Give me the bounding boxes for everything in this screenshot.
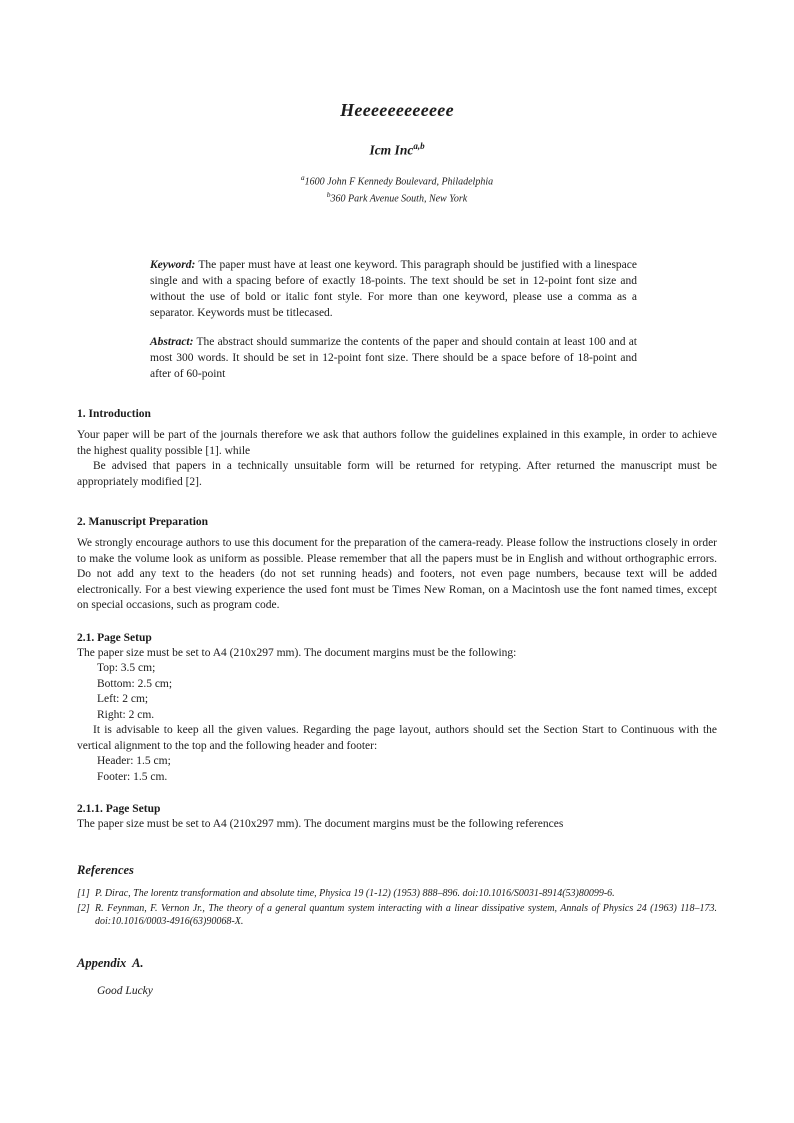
margin-line-bottom: Bottom: 2.5 cm; (97, 677, 173, 690)
abstract-text: The abstract should summarize the contents of the paper and should contain at least 100 and at most 300 words. It should be set in 12-point font size. There should be a space before of 18-point and after of 60-point (150, 336, 637, 381)
margin-line-top: Top: 3.5 cm; (97, 662, 156, 675)
author-name: Icm Inc (369, 142, 414, 158)
affiliation-mark-a: a (300, 172, 305, 182)
section-heading-introduction: 1. Introduction (77, 408, 151, 421)
header-footer-list (77, 754, 717, 785)
keyword-label: Keyword: (150, 259, 196, 272)
reference-item-2 (77, 903, 717, 928)
reference-item-1 (77, 888, 717, 901)
affiliation-line-2 (77, 188, 717, 205)
author-line (77, 141, 717, 159)
page-setup-paragraph-2: It is advisable to keep all the given values. Regarding the page layout, authors should set the Section Start to Continuous with the vertical alignment to the top and the following header and footer: (77, 724, 717, 752)
reference-label-2: [2] (77, 903, 90, 915)
subsection-heading-page-setup: 2.1. Page Setup (77, 631, 152, 644)
header-line: Header: 1.5 cm; (97, 755, 171, 768)
affiliation-line-1 (77, 171, 717, 188)
affiliation-text-2: 360 Park Avenue South, New York (330, 193, 468, 205)
page-setup-sub-paragraph-1: The paper size must be set to A4 (210x297 mm). The document margins must be the following references (77, 818, 564, 831)
subsubsection-heading-page-setup: 2.1.1. Page Setup (77, 803, 161, 816)
abstract-paragraph (150, 334, 637, 382)
references-heading: References (77, 862, 134, 877)
references-list (77, 888, 717, 929)
abstract-label: Abstract: (150, 336, 194, 349)
affiliation-text-1: 1600 John F Kennedy Boulevard, Philadelphia (304, 175, 494, 187)
affiliations-block (77, 171, 717, 206)
reference-label-1: [1] (77, 887, 90, 899)
frontmatter-block (150, 257, 637, 382)
affiliation-mark-b: b (326, 189, 331, 199)
appendix-text: Good Lucky (97, 985, 153, 998)
reference-text-1: P. Dirac, The lorentz transformation and absolute time, Physica 19 (1-12) (1953) 888–896. doi:10.1016/S0031-8914(53)80099-6. (95, 887, 615, 899)
manuscript-paragraph-1: We strongly encourage authors to use this document for the preparation of the camera-ready. Please follow the instructions closely in order to make the volume look as uniform as possible. Please remember that all the papers must be in English and without orthographic errors. Do not add any text to the headers (do not set running heads) and footers, not even page numbers, because text will be added electronically. For a best viewing experience the used font must be Times New Roman, on a Macintosh use the font named times, except on special occasions, such as program code. (77, 537, 717, 612)
introduction-paragraph-2: Be advised that papers in a technically unsuitable form will be returned for retyping. After returned the manuscript must be appropriately modified [2]. (77, 460, 717, 488)
section-heading-manuscript-preparation: 2. Manuscript Preparation (77, 516, 209, 529)
margin-line-left: Left: 2 cm; (97, 693, 149, 706)
keyword-text: The paper must have at least one keyword. This paragraph should be justified with a linespace single and with a spacing before of exactly 18-points. The text should be set in 12-point font size and without the use of bold or italic font style. For more than one keyword, please use a comma as a separator. Keywords must be titlecased. (150, 259, 637, 320)
paper-title: Heeeeeeeeeeee (340, 100, 454, 120)
appendix-heading: Appendix A. (77, 956, 144, 971)
margin-line-right: Right: 2 cm. (97, 708, 155, 721)
footer-line: Footer: 1.5 cm. (97, 770, 168, 783)
keyword-paragraph (150, 257, 637, 321)
introduction-paragraph-1: Your paper will be part of the journals therefore we ask that authors follow the guidelines explained in this example, in order to achieve the highest quality possible [1]. while (77, 429, 717, 457)
page-setup-paragraph-1: The paper size must be set to A4 (210x297 mm). The document margins must be the following: (77, 646, 517, 659)
author-affiliation-marks: a,b (413, 141, 425, 151)
margin-list (77, 661, 717, 723)
reference-text-2: R. Feynman, F. Vernon Jr., The theory of a general quantum system interacting with a linear dissipative system, Annals of Physics 24 (1963) 118–173. doi:10.1016/0003-4916(63)90068-X. (95, 903, 717, 927)
